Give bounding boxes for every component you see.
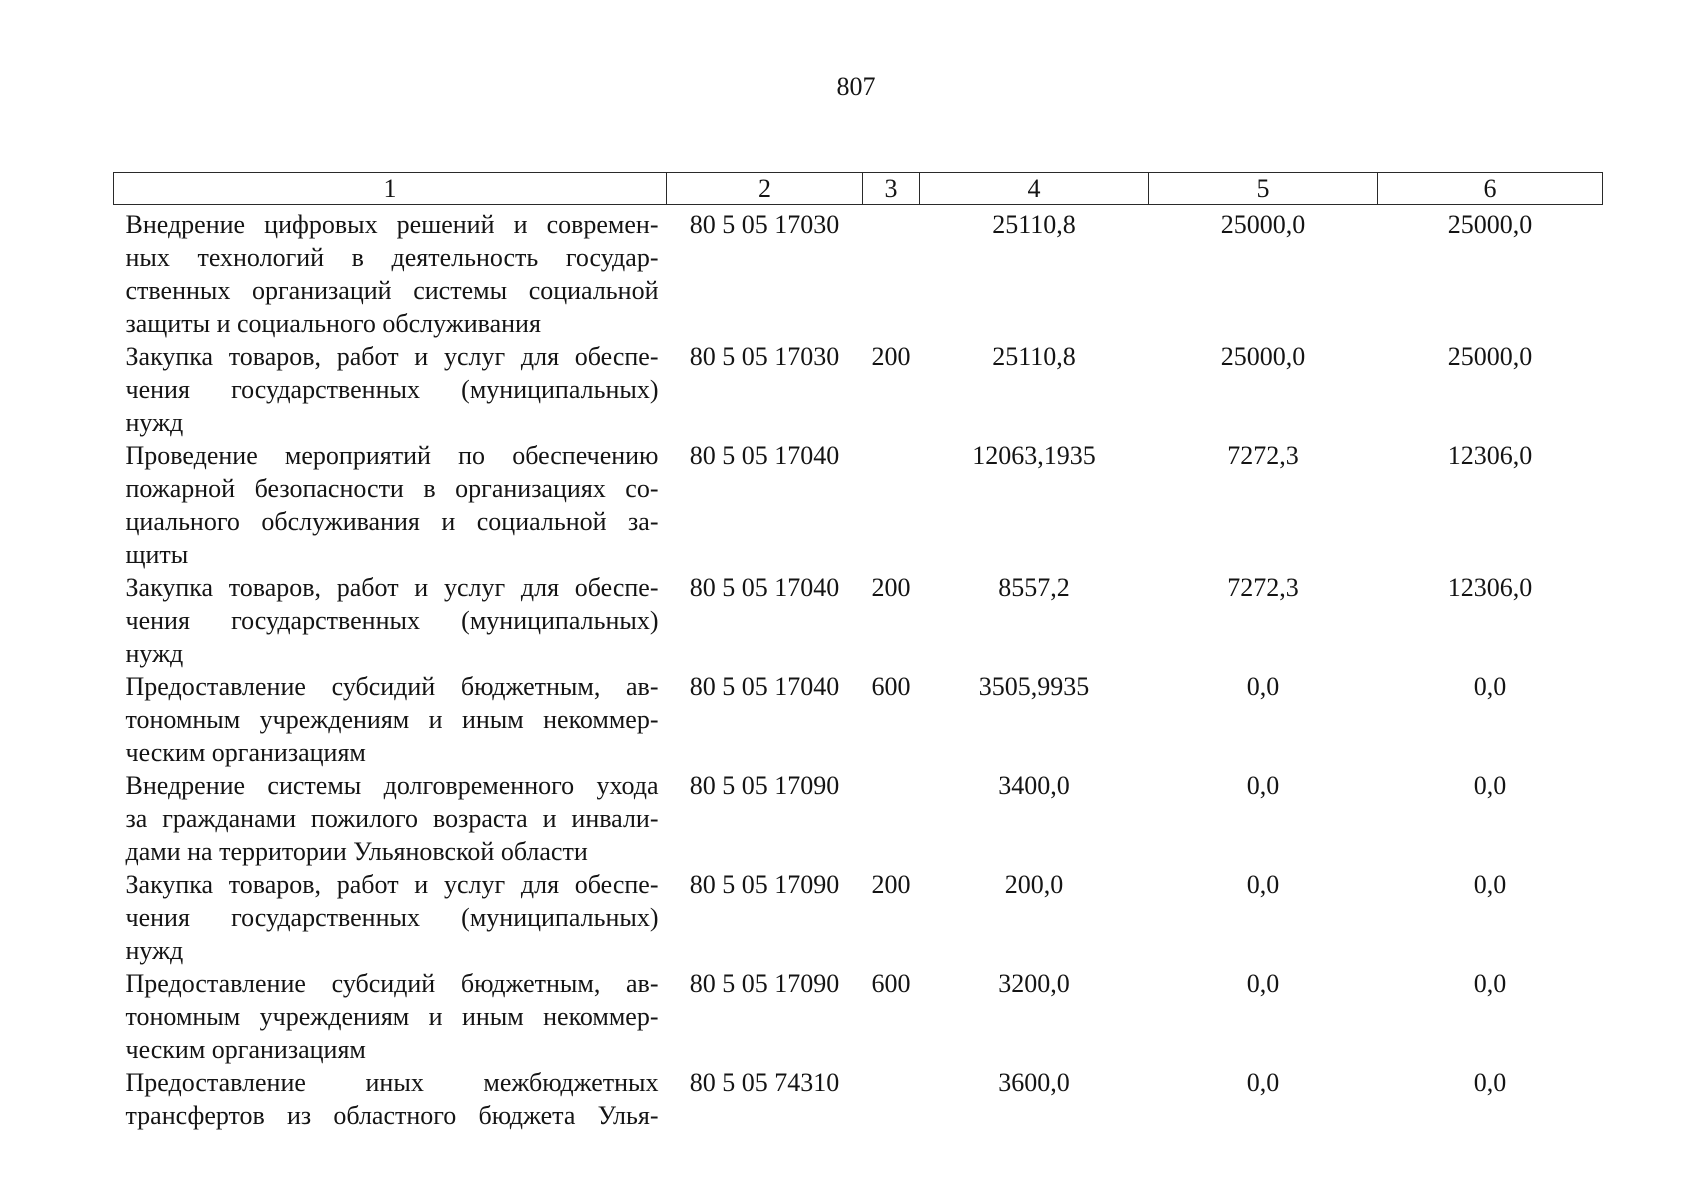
cell-col-3: 600 [871,672,911,701]
cell-col-6: 12306,0 [1447,441,1533,470]
cell-col-4: 200,0 [1004,870,1064,899]
row-description [114,205,667,341]
table-body [114,205,1603,1133]
description-line: ческим организациям [125,1035,366,1064]
cell-col-5: 0,0 [1246,969,1280,998]
table-header-row [114,173,1603,205]
description-line: нужд [125,408,184,437]
description-line: трансфертов из областного бюджета Улья- [125,1101,659,1130]
cell-col-2: 80 5 05 17090 [689,870,840,899]
cell-col-2: 80 5 05 17040 [689,441,840,470]
description-line: ственных организаций системы социальной [125,276,659,305]
description-line: циального обслуживания и социальной за- [125,507,659,536]
description-line: чения государственных (муниципальных) [125,606,659,635]
cell-col-6: 12306,0 [1447,573,1533,602]
cell-col-6: 25000,0 [1447,210,1533,239]
description-line: Предоставление иных межбюджетных [125,1068,659,1097]
cell-col-5: 0,0 [1246,672,1280,701]
cell-col-6: 0,0 [1473,672,1507,701]
description-line: Предоставление субсидий бюджетным, ав- [125,969,659,998]
row-description [114,670,667,769]
cell-col-4: 25110,8 [992,210,1076,239]
table-row [114,769,1603,868]
description-line: дами на территории Ульяновской области [125,837,588,866]
cell-col-4: 3200,0 [998,969,1070,998]
cell-col-3: 200 [871,870,911,899]
description-line: ческим организациям [125,738,366,767]
description-line: тономным учреждениям и иным некоммер- [125,1002,659,1031]
column-header-3: 3 [863,173,920,205]
row-description [114,340,667,439]
description-line: защиты и социального обслуживания [125,309,541,338]
cell-col-6: 0,0 [1473,870,1507,899]
row-description [114,1066,667,1132]
table-row [114,439,1603,571]
budget-table [113,172,1603,1132]
cell-col-6: 0,0 [1473,969,1507,998]
table-row [114,670,1603,769]
cell-col-5: 7272,3 [1227,441,1299,470]
cell-col-2: 80 5 05 17090 [689,771,840,800]
table-row [114,868,1603,967]
row-description [114,967,667,1066]
table-row [114,571,1603,670]
cell-col-4: 12063,1935 [972,441,1096,470]
cell-col-5: 0,0 [1246,771,1280,800]
cell-col-4: 3600,0 [998,1068,1070,1097]
column-header-4: 4 [920,173,1149,205]
cell-col-4: 25110,8 [992,342,1076,371]
table-row [114,967,1603,1066]
cell-col-3 [863,439,920,571]
column-header-5: 5 [1149,173,1378,205]
table-row [114,340,1603,439]
cell-col-3: 600 [871,969,911,998]
description-line: ных технологий в деятельность государ- [125,243,659,272]
row-description [114,571,667,670]
cell-col-2: 80 5 05 17030 [689,210,840,239]
description-line: чения государственных (муниципальных) [125,903,659,932]
column-header-2: 2 [667,173,863,205]
description-line: Внедрение цифровых решений и современ- [125,210,659,239]
page-number: 807 [836,72,876,101]
cell-col-3 [863,1066,920,1132]
cell-col-2: 80 5 05 17040 [689,672,840,701]
description-line: Закупка товаров, работ и услуг для обеспе- [125,342,659,371]
cell-col-5: 25000,0 [1220,342,1306,371]
row-description [114,439,667,571]
description-line: Закупка товаров, работ и услуг для обеспе- [125,870,659,899]
description-line: Внедрение системы долговременного ухода [125,771,659,800]
description-line: чения государственных (муниципальных) [125,375,659,404]
cell-col-5: 0,0 [1246,1068,1280,1097]
table-row [114,205,1603,341]
description-line: нужд [125,639,184,668]
description-line: тономным учреждениям и иным некоммер- [125,705,659,734]
table-row [114,1066,1603,1132]
cell-col-6: 25000,0 [1447,342,1533,371]
cell-col-2: 80 5 05 17030 [689,342,840,371]
description-line: щиты [125,540,189,569]
cell-col-2: 80 5 05 74310 [689,1068,840,1097]
cell-col-5: 25000,0 [1220,210,1306,239]
cell-col-4: 3400,0 [998,771,1070,800]
description-line: Предоставление субсидий бюджетным, ав- [125,672,659,701]
description-line: нужд [125,936,184,965]
description-line: Закупка товаров, работ и услуг для обеспе- [125,573,659,602]
cell-col-3: 200 [871,573,911,602]
cell-col-3: 200 [871,342,911,371]
row-description [114,769,667,868]
cell-col-3 [863,769,920,868]
cell-col-3 [863,205,920,341]
cell-col-5: 0,0 [1246,870,1280,899]
row-description [114,868,667,967]
column-header-6: 6 [1378,173,1603,205]
cell-col-6: 0,0 [1473,771,1507,800]
cell-col-4: 3505,9935 [978,672,1090,701]
table-header [114,173,1603,205]
cell-col-4: 8557,2 [998,573,1070,602]
description-line: Проведение мероприятий по обеспечению [125,441,659,470]
cell-col-6: 0,0 [1473,1068,1507,1097]
description-line: за гражданами пожилого возраста и инвали- [125,804,659,833]
description-line: пожарной безопасности в организациях со- [125,474,659,503]
cell-col-2: 80 5 05 17090 [689,969,840,998]
column-header-1: 1 [114,173,667,205]
cell-col-2: 80 5 05 17040 [689,573,840,602]
cell-col-5: 7272,3 [1227,573,1299,602]
